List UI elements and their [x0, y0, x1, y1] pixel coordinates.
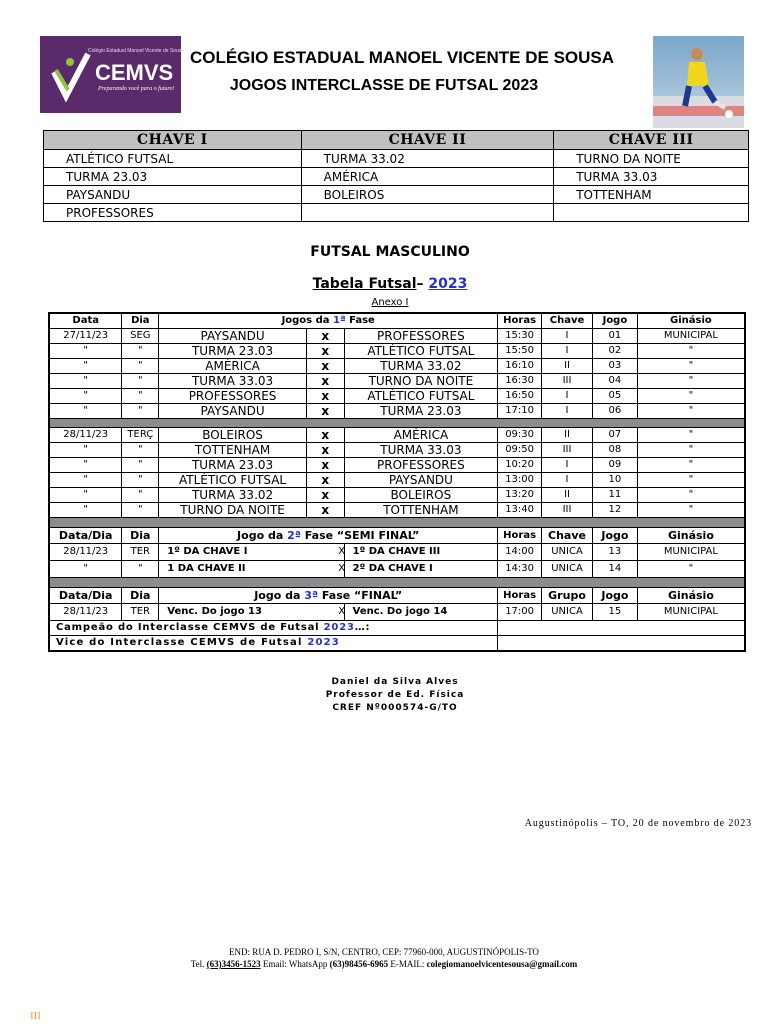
vice-text: Vice do Interclasse CEMVS de Futsal	[56, 637, 308, 648]
cell-hora: 16:30	[498, 374, 542, 389]
footer-address: END: RUA D. PEDRO I, S/N, CENTRO, CEP: 77960-000, AUGUSTINÓPOLIS-TO	[229, 947, 539, 957]
col-chave: Chave	[542, 313, 593, 329]
separator-row	[49, 419, 745, 428]
champion-dots: …:	[354, 622, 371, 633]
cell-data: "	[49, 488, 122, 503]
table-title	[0, 276, 768, 292]
group-team: TOTTENHAM	[554, 186, 749, 204]
group-team: BOLEIROS	[301, 186, 554, 204]
cell-chave: II	[542, 428, 593, 443]
cell-dia: "	[122, 488, 159, 503]
col-horas: Horas	[498, 313, 542, 329]
col-jogo-num: 3ª	[304, 588, 319, 602]
cell-chave: II	[542, 359, 593, 374]
cell-ginasio: "	[637, 473, 745, 488]
cell-vs: X	[338, 546, 346, 557]
cell-home: 1º DA CHAVE I	[159, 544, 344, 561]
group-team: PAYSANDU	[44, 186, 302, 204]
cell-away-name: 2º DA CHAVE I	[352, 563, 433, 574]
cell-jogo: 06	[592, 404, 637, 419]
page-mark: III	[30, 1010, 41, 1022]
col-chave: Chave	[542, 528, 593, 544]
col-horas: Horas	[498, 528, 542, 544]
schedule-table	[48, 312, 746, 652]
vice-row	[49, 636, 745, 652]
cell-jogo: 15	[592, 604, 637, 621]
cell-jogo: 11	[592, 488, 637, 503]
signature-cref: CREF Nº000574-G/TO	[332, 703, 458, 713]
section-title: FUTSAL MASCULINO	[310, 244, 470, 260]
table-row	[49, 561, 745, 578]
cell-data: "	[49, 561, 122, 578]
cell-ginasio: "	[637, 344, 745, 359]
cell-dia: TER	[122, 544, 159, 561]
footer-tel-label: Tel.	[190, 959, 207, 969]
school-title: COLÉGIO ESTADUAL MANOEL VICENTE DE SOUSA	[189, 48, 615, 67]
table-row	[49, 473, 745, 488]
group-header: CHAVE II	[301, 131, 554, 150]
table-row	[44, 168, 749, 186]
cell-home: TURMA 33.03	[159, 374, 307, 389]
cell-away: TURNO DA NOITE	[344, 374, 498, 389]
champion-blank	[498, 621, 745, 636]
cell-away-name: Venc. Do jogo 14	[352, 606, 448, 617]
cell-ginasio: "	[637, 428, 745, 443]
col-dia: Dia	[122, 313, 159, 329]
cell-chave: I	[542, 404, 593, 419]
cell-home: TURMA 23.03	[159, 458, 307, 473]
cell-data: "	[49, 404, 122, 419]
cell-away	[338, 604, 498, 621]
cell-hora: 15:30	[498, 329, 542, 344]
table-row	[49, 443, 745, 458]
cell-vs: x	[306, 389, 344, 404]
cell-ginasio: MUNICIPAL	[637, 544, 745, 561]
cell-chave: III	[542, 503, 593, 518]
cell-dia: "	[122, 443, 159, 458]
cell-ginasio: "	[637, 389, 745, 404]
cell-data: "	[49, 503, 122, 518]
cell-away: TURMA 23.03	[344, 404, 498, 419]
futsal-player-photo	[653, 36, 744, 128]
cell-away: ATLÉTICO FUTSAL	[344, 344, 498, 359]
table-row	[49, 458, 745, 473]
cell-hora: 15:50	[498, 344, 542, 359]
cell-away: PROFESSORES	[344, 329, 498, 344]
cell-away: PROFESSORES	[344, 458, 498, 473]
cell-grupo: UNICA	[542, 604, 593, 621]
separator	[49, 518, 745, 528]
cell-vs: x	[306, 488, 344, 503]
col-jogo-post: Fase “SEMI FINAL”	[300, 528, 420, 542]
cell-dia: "	[122, 374, 159, 389]
cell-hora: 13:00	[498, 473, 542, 488]
cell-chave: UNICA	[542, 544, 593, 561]
cell-jogo: 03	[592, 359, 637, 374]
cell-dia: "	[122, 561, 159, 578]
group-team	[554, 204, 749, 222]
table-header-row	[49, 313, 745, 329]
cell-jogo: 12	[592, 503, 637, 518]
vice-year: 2023	[307, 637, 340, 648]
table-row	[49, 604, 745, 621]
table-row	[44, 150, 749, 168]
cell-ginasio: "	[637, 458, 745, 473]
cell-vs: x	[306, 503, 344, 518]
col-jogo: Jogo	[592, 313, 637, 329]
cell-away: PAYSANDU	[344, 473, 498, 488]
footer-contacts	[0, 959, 768, 969]
cell-vs: x	[306, 458, 344, 473]
cell-chave: I	[542, 344, 593, 359]
cell-ginasio: "	[637, 561, 745, 578]
signature-block	[0, 676, 768, 715]
cell-ginasio: "	[637, 404, 745, 419]
cell-hora: 14:00	[498, 544, 542, 561]
cell-data: 28/11/23	[49, 428, 122, 443]
cell-hora: 16:50	[498, 389, 542, 404]
cell-jogo: 02	[592, 344, 637, 359]
group-team: AMÉRICA	[301, 168, 554, 186]
cell-dia: "	[122, 404, 159, 419]
cell-away: TURMA 33.02	[344, 359, 498, 374]
col-jogo-fase	[159, 588, 498, 604]
cell-dia: "	[122, 473, 159, 488]
col-jogo-fase	[159, 528, 498, 544]
col-data: Data/Dia	[49, 528, 122, 544]
cell-vs: x	[306, 359, 344, 374]
col-jogos	[159, 313, 498, 329]
separator	[49, 419, 745, 428]
cell-away-name: 1º DA CHAVE III	[352, 546, 441, 557]
cell-dia: SEG	[122, 329, 159, 344]
cell-jogo: 04	[592, 374, 637, 389]
cell-vs: x	[306, 473, 344, 488]
col-jogo-num: 2ª	[287, 528, 301, 542]
table-row	[49, 544, 745, 561]
separator	[49, 578, 745, 588]
day2-rows	[49, 428, 745, 518]
cell-jogo: 08	[592, 443, 637, 458]
table-row	[49, 329, 745, 344]
cell-data: "	[49, 374, 122, 389]
cell-chave: III	[542, 443, 593, 458]
cell-chave: UNICA	[542, 561, 593, 578]
cell-data: "	[49, 458, 122, 473]
cell-hora: 16:10	[498, 359, 542, 374]
cell-chave: II	[542, 488, 593, 503]
cell-chave: III	[542, 374, 593, 389]
cell-data: "	[49, 389, 122, 404]
cell-home: TOTTENHAM	[159, 443, 307, 458]
cell-ginasio: "	[637, 503, 745, 518]
group-team: TURMA 33.02	[301, 150, 554, 168]
col-jogo-pre: Jogo da	[254, 588, 305, 602]
logo-slogan: Preparando você para o futuro!	[98, 86, 175, 92]
player-illustration-icon	[653, 36, 744, 128]
final-header-row	[49, 588, 745, 604]
cell-dia: "	[122, 389, 159, 404]
group-team: TURNO DA NOITE	[554, 150, 749, 168]
signature-name: Daniel da Silva Alves	[331, 677, 459, 687]
group-team: PROFESSORES	[44, 204, 302, 222]
cell-home: TURMA 33.02	[159, 488, 307, 503]
table-row	[49, 389, 745, 404]
group-header: CHAVE III	[554, 131, 749, 150]
vice-label	[49, 636, 498, 652]
table-row	[49, 344, 745, 359]
cell-jogo: 13	[592, 544, 637, 561]
cell-dia: "	[122, 344, 159, 359]
cell-away: TOTTENHAM	[344, 503, 498, 518]
col-ginasio: Ginásio	[637, 313, 745, 329]
col-jogo-post: Fase “FINAL”	[318, 588, 403, 602]
cell-data: "	[49, 443, 122, 458]
signature-role: Professor de Ed. Física	[325, 690, 465, 700]
cell-vs: X	[338, 606, 346, 617]
cell-chave: I	[542, 389, 593, 404]
cell-hora: 17:10	[498, 404, 542, 419]
table-row	[49, 374, 745, 389]
col-data: Data	[49, 313, 122, 329]
cell-home: PROFESSORES	[159, 389, 307, 404]
table-row	[49, 488, 745, 503]
cell-away: BOLEIROS	[344, 488, 498, 503]
group-team: TURMA 33.03	[554, 168, 749, 186]
group-header: CHAVE I	[44, 131, 302, 150]
cell-ginasio: "	[637, 443, 745, 458]
vice-blank	[498, 636, 745, 652]
cell-data: "	[49, 359, 122, 374]
cell-chave: I	[542, 473, 593, 488]
col-jogos-pre: Jogos da	[281, 315, 334, 326]
semifinal-header-row	[49, 528, 745, 544]
cell-vs: x	[306, 443, 344, 458]
cell-jogo: 10	[592, 473, 637, 488]
cell-home: BOLEIROS	[159, 428, 307, 443]
cell-hora: 13:20	[498, 488, 542, 503]
col-data: Data/Dia	[49, 588, 122, 604]
cell-home: Venc. Do jogo 13	[159, 604, 344, 621]
cell-jogo: 09	[592, 458, 637, 473]
cell-chave: I	[542, 458, 593, 473]
table-row	[44, 204, 749, 222]
cell-away	[338, 561, 498, 578]
cell-vs: x	[306, 404, 344, 419]
day1-rows	[49, 329, 745, 419]
group-team: ATLÉTICO FUTSAL	[44, 150, 302, 168]
col-jogo: Jogo	[592, 588, 637, 604]
group-team	[301, 204, 554, 222]
cell-ginasio: MUNICIPAL	[637, 329, 745, 344]
table-row	[49, 428, 745, 443]
col-jogos-num: 1ª	[333, 315, 346, 326]
cell-hora: 10:20	[498, 458, 542, 473]
cell-ginasio: "	[637, 374, 745, 389]
cell-away: ATLÉTICO FUTSAL	[344, 389, 498, 404]
cell-hora: 17:00	[498, 604, 542, 621]
table-row	[49, 359, 745, 374]
cell-ginasio: "	[637, 488, 745, 503]
table-title-text: Tabela Futsal	[312, 276, 417, 292]
cell-home: AMÉRICA	[159, 359, 307, 374]
table-row	[49, 404, 745, 419]
table-row	[49, 503, 745, 518]
footer-email-label: E-MAIL:	[388, 959, 427, 969]
annex-label: Anexo I	[371, 297, 409, 308]
groups-table	[43, 130, 749, 222]
cell-jogo: 01	[592, 329, 637, 344]
cell-dia: "	[122, 458, 159, 473]
cell-hora: 09:50	[498, 443, 542, 458]
col-grupo: Grupo	[542, 588, 593, 604]
cell-chave: I	[542, 329, 593, 344]
champion-label	[49, 621, 498, 636]
cell-ginasio: MUNICIPAL	[637, 604, 745, 621]
cell-away: AMÉRICA	[344, 428, 498, 443]
group-team: TURMA 23.03	[44, 168, 302, 186]
cell-dia: "	[122, 359, 159, 374]
footer-whats-label: Email: WhatsApp	[260, 959, 330, 969]
cell-jogo: 05	[592, 389, 637, 404]
footer-email: colegiomanoelvicentesousa@gmail.com	[426, 959, 578, 969]
cell-data: 28/11/23	[49, 604, 122, 621]
cell-home: ATLÉTICO FUTSAL	[159, 473, 307, 488]
place-date: Augustinópolis – TO, 20 de novembro de 2023	[524, 818, 752, 829]
footer-whats: (63)98456-6965	[329, 959, 389, 969]
cell-vs: X	[338, 563, 346, 574]
cell-dia: TER	[122, 604, 159, 621]
cell-away	[338, 544, 498, 561]
cell-vs: x	[306, 374, 344, 389]
separator-row	[49, 518, 745, 528]
footer-tel: (63)3456-1523	[206, 959, 261, 969]
cell-vs: x	[306, 428, 344, 443]
cell-vs: x	[306, 344, 344, 359]
cell-ginasio: "	[637, 359, 745, 374]
cell-dia: "	[122, 503, 159, 518]
champion-year: 2023	[323, 622, 355, 633]
col-horas: Horas	[498, 588, 542, 604]
col-jogo: Jogo	[592, 528, 637, 544]
cell-data: "	[49, 344, 122, 359]
champion-text: Campeão do Interclasse CEMVS de Futsal	[56, 622, 324, 633]
cell-jogo: 07	[592, 428, 637, 443]
cell-hora: 13:40	[498, 503, 542, 518]
cell-home: PAYSANDU	[159, 404, 307, 419]
separator-row	[49, 578, 745, 588]
col-ginasio: Ginásio	[637, 528, 745, 544]
table-title-year: 2023	[428, 276, 468, 292]
champion-row	[49, 621, 745, 636]
cell-away: TURMA 33.03	[344, 443, 498, 458]
cell-home: TURMA 23.03	[159, 344, 307, 359]
col-dia: Dia	[122, 588, 159, 604]
col-ginasio: Ginásio	[637, 588, 745, 604]
cell-home: 1 DA CHAVE II	[159, 561, 344, 578]
cell-data: 28/11/23	[49, 544, 122, 561]
cell-data: "	[49, 473, 122, 488]
cell-hora: 09:30	[498, 428, 542, 443]
cell-data: 27/11/23	[49, 329, 122, 344]
table-title-dash: –	[416, 276, 429, 292]
cell-dia: TERÇ	[122, 428, 159, 443]
cell-hora: 14:30	[498, 561, 542, 578]
event-title: JOGOS INTERCLASSE DE FUTSAL 2023	[229, 77, 539, 94]
cell-vs: x	[306, 329, 344, 344]
logo-wordmark: CEMVS	[95, 60, 174, 85]
table-row	[44, 186, 749, 204]
logo-school-name: Colégio Estadual Manoel Vicente de Sousa	[88, 48, 185, 54]
cell-jogo: 14	[592, 561, 637, 578]
cell-home: TURNO DA NOITE	[159, 503, 307, 518]
col-dia: Dia	[122, 528, 159, 544]
col-jogo-pre: Jogo da	[237, 528, 288, 542]
col-jogos-post: Fase	[345, 315, 375, 326]
cell-home: PAYSANDU	[159, 329, 307, 344]
